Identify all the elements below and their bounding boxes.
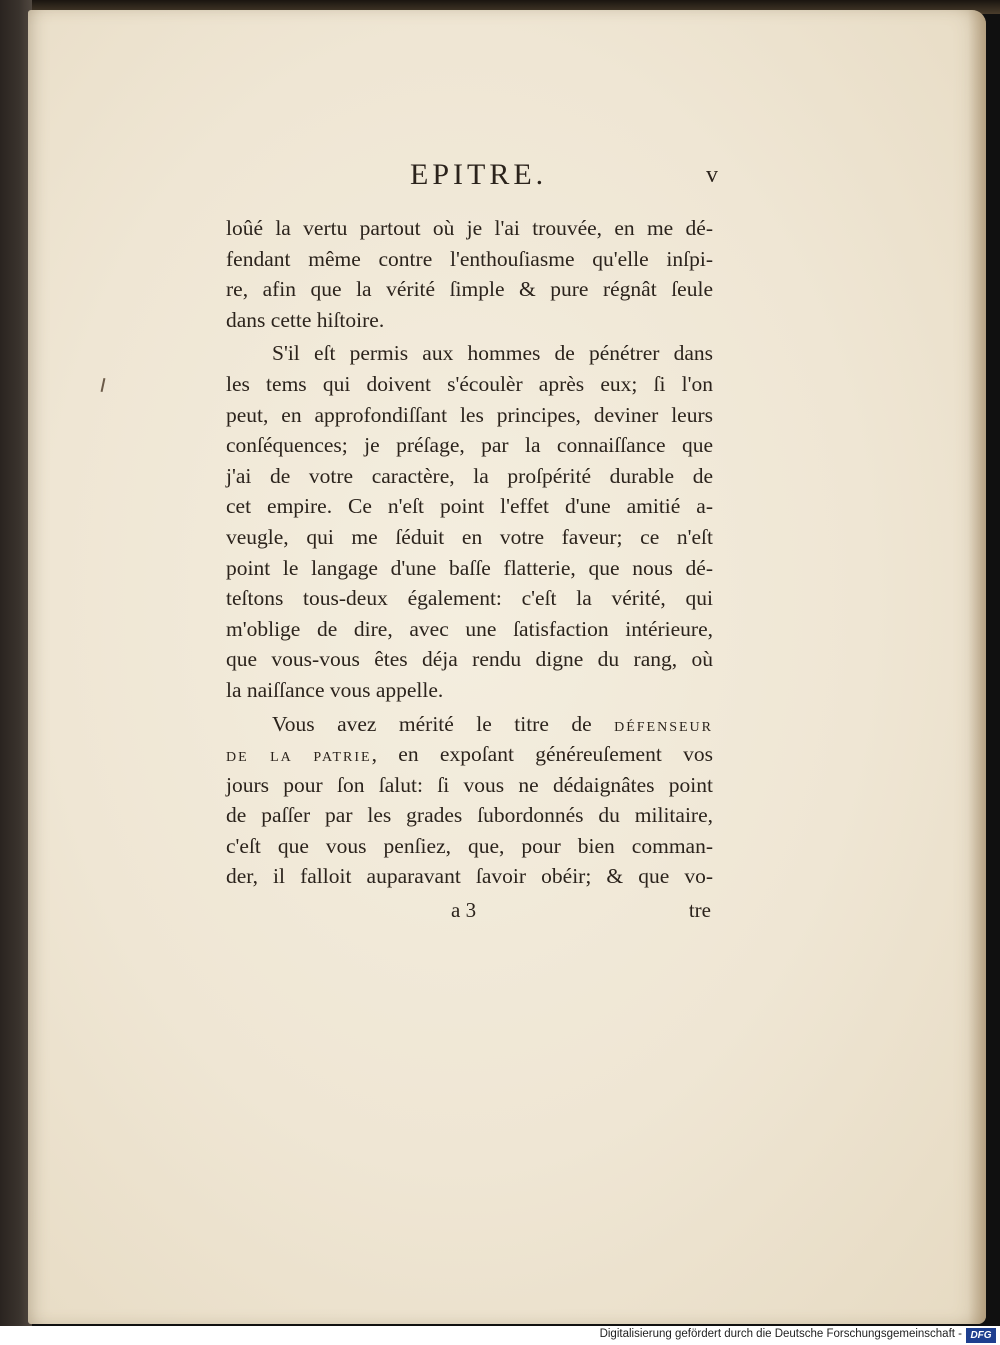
text-line: S'il eſt permis aux hommes de pénétrer dans — [272, 341, 713, 366]
page-header — [228, 158, 718, 208]
paragraph — [226, 338, 713, 705]
text-line: loûé la vertu partout où je l'ai trouvée, en me dé- — [226, 216, 713, 240]
text-line: der, il falloit auparavant ſavoir obéir; & que vo- — [226, 864, 713, 889]
dfg-logo-icon: DFG — [966, 1328, 996, 1343]
text-line: cet empire. Ce n'eſt point l'effet d'une amitié a- — [226, 494, 713, 519]
text-line: teſtons tous-deux également: c'eſt la vérité, qui — [226, 586, 713, 611]
signature-mark: a 3 — [451, 898, 477, 922]
credit-bar — [0, 1326, 1000, 1345]
text-line — [226, 709, 713, 740]
body-text — [226, 213, 713, 895]
text-line: point le langage d'une baſſe flatterie, que nous dé- — [226, 555, 713, 580]
small-caps-text: DE LA PATRIE — [226, 750, 372, 766]
credit-text: Digitalisierung gefördert durch die Deutsche Forschungsgemeinschaft - — [599, 1328, 962, 1340]
text-line: re, afin que la vérité ſimple & pure régnât ſeule — [226, 277, 713, 302]
small-caps-text: DÉFENSEUR — [614, 719, 714, 735]
text-line: peut, en approfondiſſant les principes, deviner leurs — [226, 402, 713, 427]
text-line: m'oblige de dire, avec une ſatisfaction intérieure, — [226, 616, 713, 641]
page-number: v — [706, 162, 718, 188]
page-edge-shadow — [968, 10, 986, 1324]
paragraph — [226, 213, 713, 335]
catchword: tre — [688, 898, 711, 922]
text-line: jours pour ſon ſalut: ſi vous ne dédaignâtes point — [226, 772, 713, 797]
text-line: c'eſt que vous penſiez, que, pour bien comman- — [226, 833, 713, 858]
text-line: que vous-vous êtes déja rendu digne du rang, où — [226, 647, 713, 672]
text-line: les tems qui doivent s'écoulèr après eux; ſi l'on — [226, 371, 713, 396]
running-title: EPITRE. — [410, 158, 548, 191]
text-line: de paſſer par les grades ſubordonnés du militaire, — [226, 803, 713, 828]
text-line: fendant même contre l'enthouſiasme qu'elle inſpi- — [226, 246, 713, 271]
text-line: la naiſſance vous appelle. — [226, 677, 444, 702]
text-line — [226, 739, 713, 770]
text-fragment: , en expoſant généreuſement vos — [371, 742, 713, 767]
text-line: j'ai de votre caractère, la proſpérité durable de — [226, 463, 713, 488]
paragraph — [226, 709, 713, 893]
book-page — [28, 10, 986, 1324]
margin-mark — [101, 378, 106, 392]
text-line: conſéquences; je préſage, par la connaiſſance que — [226, 433, 713, 458]
text-line: veugle, qui me ſéduit en votre faveur; ce n'eſt — [226, 524, 713, 549]
page-footer — [226, 898, 713, 928]
text-fragment: Vous avez mérité le titre de — [272, 711, 592, 736]
text-line: dans cette hiſtoire. — [226, 307, 385, 332]
